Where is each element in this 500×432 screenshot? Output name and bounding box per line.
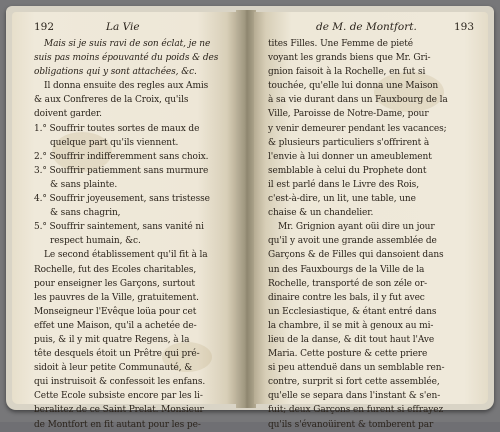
text-line: 1.° Souffrir toutes sortes de maux de: [34, 123, 200, 134]
text-line: touchée, qu'elle lui donna une Maison: [268, 81, 439, 92]
text-line: Rochelle, transporté de son zéle or-: [268, 278, 428, 289]
text-line: Maria. Cette posture & cette priere: [268, 349, 428, 360]
text-line: obligations qui y sont attachées, &c.: [34, 67, 197, 78]
text-line: contre, surprit si fort cette assemblée,: [268, 377, 440, 388]
text-line: effet une Maison, qu'il a achetée de-: [34, 320, 197, 331]
text-line: 5.° Souffrir saintement, sans vanité ni: [34, 222, 204, 233]
text-line: 4.° Souffrir joyeusement, sans tristesse: [34, 194, 210, 205]
running-title: de M. de Montfort.: [316, 21, 417, 33]
text-line: il est parlé dans le Livre des Rois,: [268, 179, 419, 190]
text-line: tête desquels étoit un Prêtre qui pré-: [34, 349, 200, 360]
text-line: qu'elle se separa dans l'instant & s'en-: [268, 391, 441, 402]
text-line: & aux Confreres de la Croix, qu'ils: [34, 95, 189, 106]
open-book: [6, 6, 494, 430]
text-line: & sans plainte.: [50, 179, 118, 190]
page-number: 192: [34, 21, 55, 33]
left-page-header: [34, 20, 226, 34]
text-line: un Ecclesiastique, & étant entré dans: [268, 306, 437, 317]
text-line: semblable à celui du Prophete dont: [268, 165, 427, 176]
text-line: respect humain, &c.: [50, 236, 141, 247]
text-line: l'envie à lui donner un ameublement: [268, 151, 432, 162]
text-line: Garçons & de Filles qui dansoient dans: [268, 250, 444, 261]
text-line: qu'il y avoit une grande assemblée de: [268, 236, 437, 247]
text-line: qu'ils s'évanoüirent & tomberent par: [268, 419, 434, 430]
right-page-text: [268, 37, 474, 432]
running-title: La Vie: [106, 21, 140, 33]
right-page-header: [266, 20, 474, 34]
text-line: doivent garder.: [34, 109, 102, 120]
text-line: Cette Ecole subsiste encore par les li-: [34, 391, 203, 402]
text-line: Le second établissement qu'il fit à la: [44, 250, 208, 261]
text-line: Monseigneur l'Evêque loüa pour cet: [34, 306, 197, 317]
text-line: voyant les grands biens que Mr. Gri-: [268, 53, 431, 64]
text-line: fuit; deux Garçons en furent si effrayez: [268, 405, 444, 416]
left-page-text: [34, 37, 226, 432]
text-line: c'est-à-dire, un lit, une table, une: [268, 194, 416, 205]
left-page: [12, 12, 238, 430]
text-line: suis pas moins épouvanté du poids & des: [34, 53, 219, 64]
text-line: puis, & il y mit quatre Regens, à la: [34, 334, 190, 345]
text-line: Il donna ensuite des regles aux Amis: [44, 81, 209, 92]
text-line: y venir demeurer pendant les vacances;: [268, 123, 447, 134]
text-line: à sa vie durant dans un Fauxbourg de la: [268, 95, 448, 106]
text-line: beralitez de ce Saint Prelat. Monsieur: [34, 405, 204, 416]
text-line: si peu attenduë dans un semblable ren-: [268, 363, 445, 374]
text-line: pour enseigner les Garçons, surtout: [34, 278, 195, 289]
text-line: 3.° Souffrir patiemment sans murmure: [34, 165, 209, 176]
text-line: Mr. Grignion ayant oüi dire un jour: [278, 222, 435, 233]
text-line: de Montfort en fit autant pour les pe-: [34, 419, 201, 430]
text-line: Ville, Paroisse de Notre-Dame, pour: [268, 109, 429, 120]
right-page: [254, 12, 488, 430]
text-line: dinaire contre les bals, il y fut avec: [268, 292, 425, 303]
text-line: tites Filles. Une Femme de pieté: [268, 39, 414, 49]
text-line: un des Fauxbourgs de la Ville de la: [268, 264, 425, 275]
text-line: la chambre, il se mit à genoux au mi-: [268, 320, 434, 331]
text-line: chaise & un chandelier.: [268, 208, 374, 219]
text-line: Mais si je suis ravi de son éclat, je ne: [44, 39, 211, 49]
text-line: sidoit à leur petite Communauté, &: [34, 363, 193, 374]
text-line: qui instruisoit & confessoit les enfans.: [34, 377, 206, 388]
text-line: & plusieurs particuliers s'offrirent à: [268, 137, 430, 148]
text-line: gnion faisoit à la Rochelle, en fut si: [268, 67, 426, 78]
text-line: les pauvres de la Ville, gratuitement.: [34, 292, 199, 303]
book-gutter: [236, 10, 256, 408]
text-line: lieu de la danse, & dit tout haut l'Ave: [268, 334, 435, 345]
text-line: 2.° Souffrir indifferemment sans choix.: [34, 151, 209, 162]
text-line: quelque part qu'ils viennent.: [50, 137, 179, 148]
page-number: 193: [453, 21, 474, 33]
text-line: & sans chagrin,: [50, 208, 121, 219]
text-line: Rochelle, fut des Ecoles charitables,: [34, 264, 197, 275]
